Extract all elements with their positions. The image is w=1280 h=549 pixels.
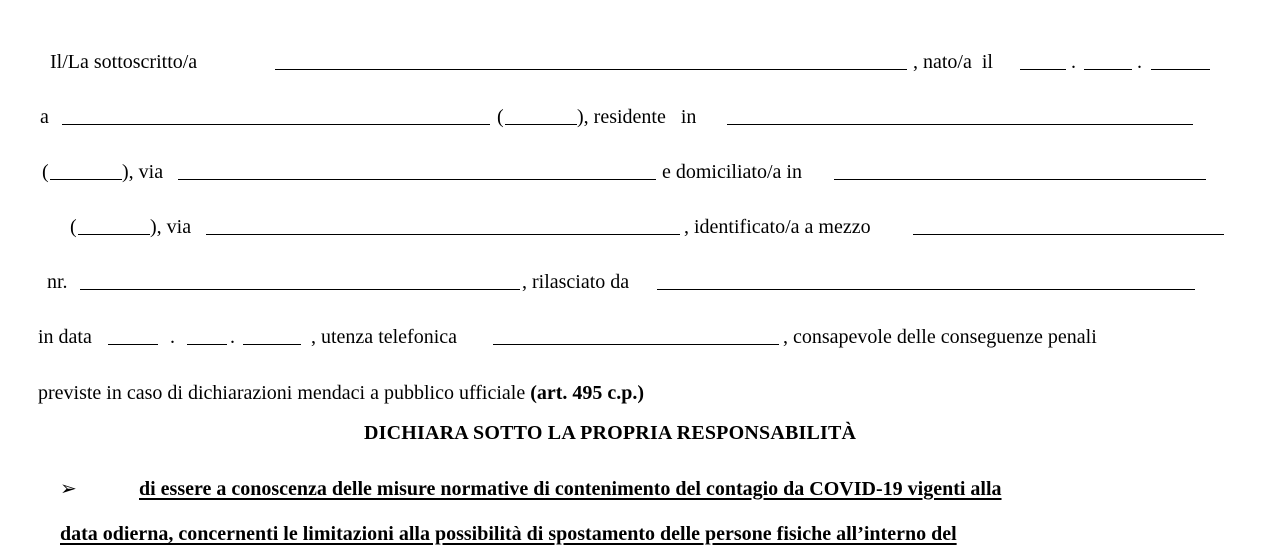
domicile-street-field[interactable] bbox=[206, 234, 680, 235]
name-field[interactable] bbox=[275, 69, 907, 70]
bullet-text-2: data odierna, concernenti le limitazioni alla possibilità di spostamento delle persone fisiche all’interno del bbox=[60, 523, 957, 545]
birth-month-field[interactable] bbox=[1084, 69, 1132, 70]
paragraph-text bbox=[38, 378, 644, 408]
domicile-field[interactable] bbox=[834, 179, 1206, 180]
date-separator: . bbox=[230, 326, 235, 348]
label-domiciliato: e domiciliato/a in bbox=[662, 161, 802, 183]
form-line-birthplace bbox=[0, 102, 1280, 132]
date-separator: . bbox=[170, 326, 175, 348]
date-separator: . bbox=[1137, 51, 1142, 73]
issue-month-field[interactable] bbox=[187, 344, 227, 345]
bullet-text-1: di essere a conoscenza delle misure normative di contenimento del contagio da COVID-19 vigenti alla bbox=[139, 478, 1002, 500]
label-nr: nr. bbox=[47, 271, 68, 293]
residence-field[interactable] bbox=[727, 124, 1193, 125]
article-reference: (art. 495 c.p.) bbox=[530, 382, 645, 404]
id-document-field[interactable] bbox=[913, 234, 1224, 235]
paren-open: ( bbox=[70, 216, 77, 238]
label-nato: , nato/a il bbox=[913, 51, 993, 73]
birth-province-field[interactable] bbox=[505, 124, 577, 125]
birth-year-field[interactable] bbox=[1151, 69, 1210, 70]
paren-open: ( bbox=[497, 106, 504, 128]
issue-year-field[interactable] bbox=[243, 344, 301, 345]
label-a: a bbox=[40, 106, 49, 128]
form-line-residence-address bbox=[0, 157, 1280, 187]
form-line-issue-date bbox=[0, 322, 1280, 352]
residence-street-field[interactable] bbox=[178, 179, 656, 180]
label-consapevole: , consapevole delle conseguenze penali bbox=[783, 326, 1097, 348]
residence-province-field[interactable] bbox=[50, 179, 122, 180]
issued-by-field[interactable] bbox=[657, 289, 1195, 290]
label-sottoscritto: Il/La sottoscritto/a bbox=[50, 51, 198, 73]
birthplace-field[interactable] bbox=[62, 124, 490, 125]
label-rilasciato: , rilasciato da bbox=[522, 271, 630, 293]
document-number-field[interactable] bbox=[80, 289, 520, 290]
legal-notice-text: previste in caso di dichiarazioni mendaci a pubblico ufficiale bbox=[38, 382, 531, 404]
form-line-document-number bbox=[0, 267, 1280, 297]
label-via: ), via bbox=[150, 216, 192, 238]
phone-field[interactable] bbox=[493, 344, 779, 345]
label-via: ), via bbox=[122, 161, 164, 183]
form-line-article bbox=[0, 378, 1280, 408]
birth-day-field[interactable] bbox=[1020, 69, 1066, 70]
paren-open: ( bbox=[42, 161, 49, 183]
domicile-province-field[interactable] bbox=[78, 234, 150, 235]
section-heading: DICHIARA SOTTO LA PROPRIA RESPONSABILITÀ bbox=[364, 422, 857, 444]
label-identificato: , identificato/a a mezzo bbox=[684, 216, 871, 238]
heading-row bbox=[0, 418, 1280, 448]
date-separator: . bbox=[1071, 51, 1076, 73]
issue-day-field[interactable] bbox=[108, 344, 158, 345]
label-utenza: , utenza telefonica bbox=[311, 326, 458, 348]
bullet-line-1 bbox=[0, 474, 1280, 504]
label-in-data: in data bbox=[38, 326, 92, 348]
arrow-bullet-icon: ➢ bbox=[60, 478, 77, 500]
form-line-domicile-address bbox=[0, 212, 1280, 242]
bullet-line-2 bbox=[0, 519, 1280, 549]
form-line-name bbox=[0, 47, 1280, 77]
label-residente: ), residente in bbox=[577, 106, 697, 128]
